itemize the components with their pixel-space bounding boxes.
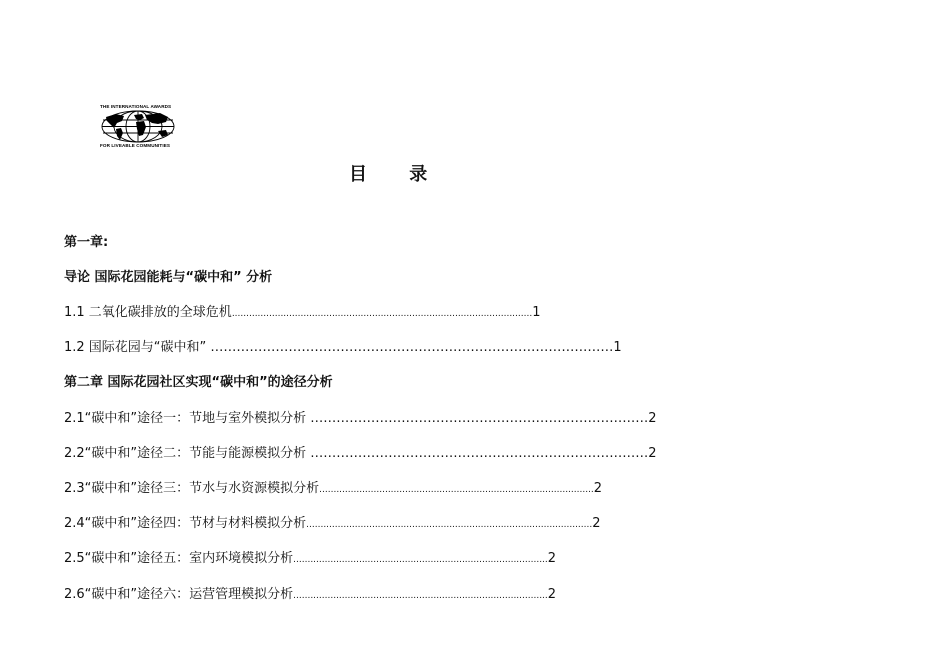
logo-bottom-text: FOR LIVEABLE COMMUNITIES xyxy=(100,143,171,148)
toc-entry-text: 2.3“碳中和”途径三：节水与水资源模拟分析 xyxy=(64,481,320,496)
logo-top-text: THE INTERNATIONAL AWARDS xyxy=(100,104,172,109)
toc-page-number: 1 xyxy=(613,340,622,355)
awards-logo xyxy=(100,104,176,150)
toc-entry-text: 2.6“碳中和”途径六：运营管理模拟分析 xyxy=(64,587,294,602)
toc-entry-1-1[interactable] xyxy=(64,305,540,322)
toc-leader-dots: ......................................................................................................... xyxy=(231,309,533,319)
toc-page-number: 1 xyxy=(532,305,541,320)
toc-leader-dots: ......................................................................................... xyxy=(293,555,548,565)
toc-page-number: 2 xyxy=(593,481,603,496)
toc-chapter-2-heading xyxy=(64,375,333,391)
toc-page-number: 2 xyxy=(648,446,657,461)
toc-leader-dots: ......................................................................................... xyxy=(293,591,548,601)
toc-entry-2-6[interactable] xyxy=(64,587,556,604)
toc-entry-text: 2.2“碳中和”途径二：节能与能源模拟分析 xyxy=(64,446,311,461)
toc-entry-text: 2.1“碳中和”途径一：节地与室外模拟分析 xyxy=(64,411,311,426)
toc-leader-dots: ................................................................................................ xyxy=(319,485,594,495)
toc-page-number: 2 xyxy=(547,587,557,602)
toc-entry-2-3[interactable] xyxy=(64,481,602,498)
toc-entry-text: 2.5“碳中和”途径五：室内环境模拟分析 xyxy=(64,551,294,566)
toc-entry-2-2[interactable] xyxy=(64,446,657,462)
toc-entry-2-4[interactable] xyxy=(64,516,601,533)
toc-text: 第一章: xyxy=(64,235,109,250)
toc-entry-2-5[interactable] xyxy=(64,551,556,568)
toc-chapter-1-heading xyxy=(64,235,108,251)
toc-entry-1-2[interactable] xyxy=(64,340,622,356)
toc-intro-heading xyxy=(64,270,272,286)
toc-page-number: 2 xyxy=(648,411,657,426)
toc-page-number: 2 xyxy=(592,516,601,531)
toc-leader-dots: …………………………………………………………………… xyxy=(310,446,649,461)
toc-entry-text: 1.1 二氧化碳排放的全球危机 xyxy=(64,305,232,320)
toc-leader-dots: …………………………………………………………………… xyxy=(310,411,649,426)
toc-page-number: 2 xyxy=(547,551,557,566)
toc-entry-text: 2.4“碳中和”途径四：节材与材料模拟分析 xyxy=(64,516,307,531)
toc-entry-text: 1.2 国际花园与“碳中和” xyxy=(64,340,211,355)
toc-leader-dots: .................................................................................................... xyxy=(306,520,593,530)
toc-leader-dots: ………………………………………………………………………………… xyxy=(210,340,614,355)
globe-map-icon xyxy=(100,110,176,143)
toc-entry-2-1[interactable] xyxy=(64,411,657,427)
toc-text: 第二章 国际花园社区实现“碳中和”的途径分析 xyxy=(64,375,333,390)
toc-text: 导论 国际花园能耗与“碳中和” 分析 xyxy=(64,270,273,285)
page-title: 目 录 xyxy=(349,164,446,185)
